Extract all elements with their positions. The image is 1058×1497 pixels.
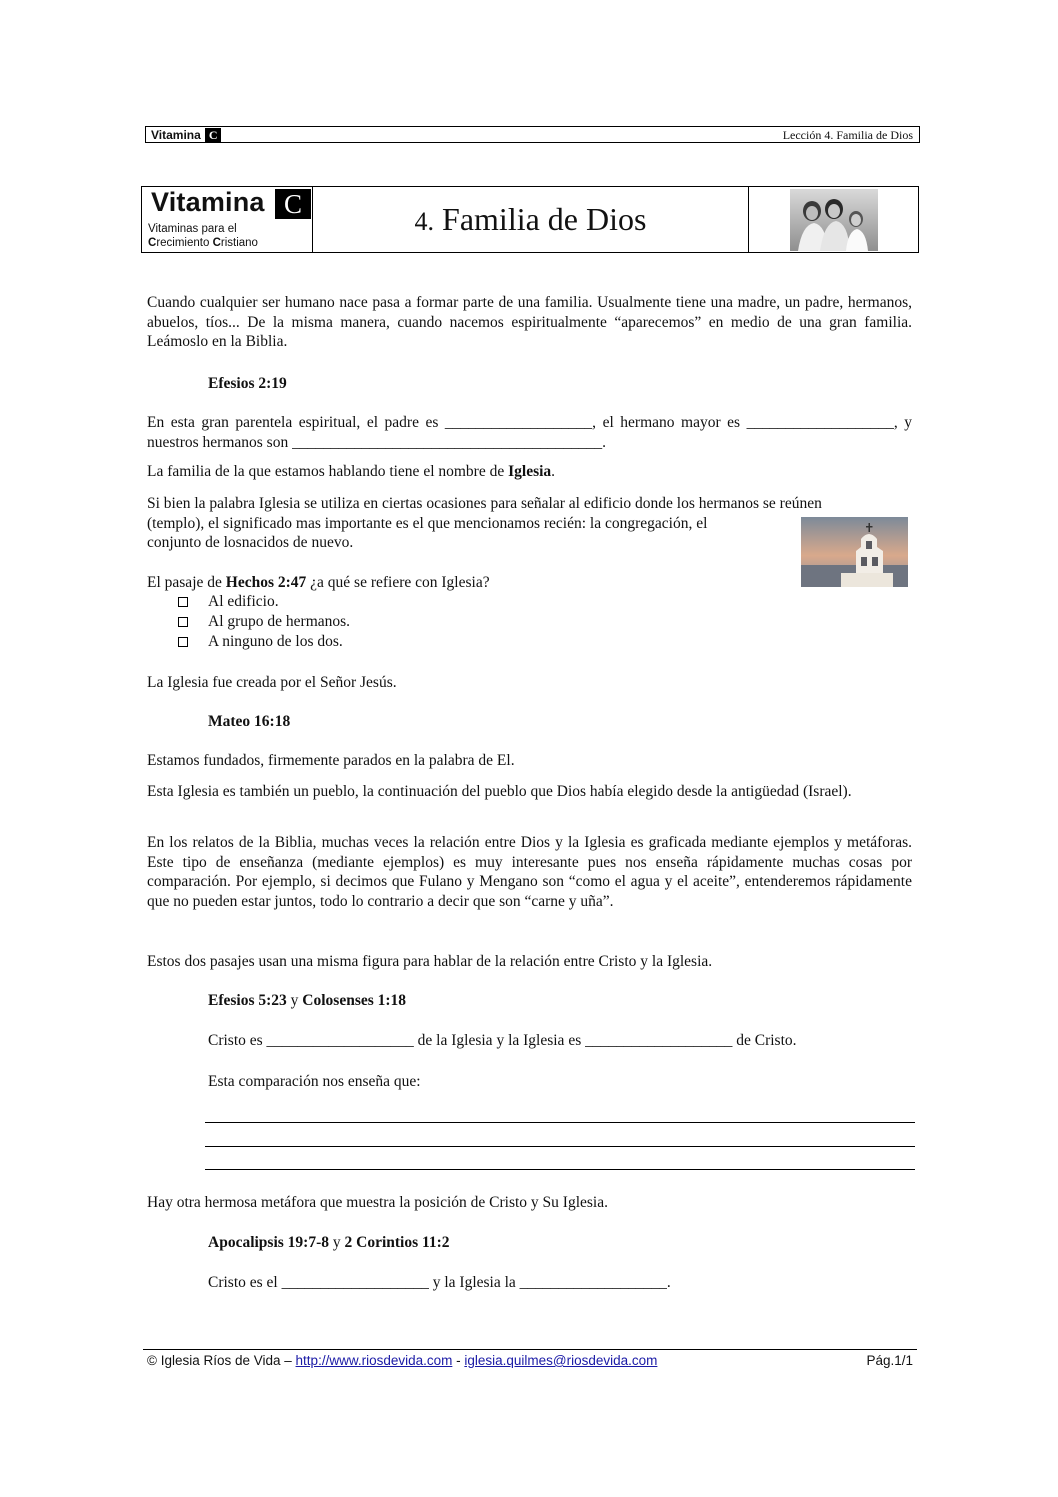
fill-in-family: En esta gran parentela espiritual, el padre es ___________________, el hermano mayor es ___________________, y nuestros hermanos son ________________________________________.	[147, 414, 912, 451]
running-header-lesson: Lección 4. Familia de Dios	[782, 128, 913, 142]
scripture-reference-apocalipsis-corintios: Apocalipsis 19:7-8 y 2 Corintios 11:2	[208, 1234, 450, 1251]
fill-in-bridegroom: Cristo es el ___________________ y la Iglesia la ___________________.	[208, 1274, 671, 1291]
meaning-line-2: (templo), el significado mas importante es el que mencionamos recién: la congregación, el	[147, 515, 708, 532]
footer-divider	[143, 1349, 917, 1350]
founded-paragraph: Estamos fundados, firmemente parados en la palabra de El.	[147, 752, 515, 769]
running-header	[145, 126, 920, 143]
church-name-paragraph: La familia de la que estamos hablando tiene el nombre de Iglesia.	[147, 463, 556, 480]
answer-option[interactable]: Al edificio.	[178, 592, 350, 612]
footer-copyright: © Iglesia Ríos de Vida –	[147, 1353, 296, 1368]
answer-options	[178, 592, 350, 652]
brand-cell	[142, 187, 313, 252]
checkbox-icon[interactable]	[178, 617, 188, 627]
comparison-prompt: Esta comparación nos enseña que:	[208, 1073, 421, 1090]
title-box	[141, 186, 919, 253]
family-photo	[790, 189, 878, 251]
footer-email-link[interactable]: iglesia.quilmes@riosdevida.com	[464, 1353, 658, 1368]
page-title: 4. Familia de Dios	[414, 201, 647, 237]
another-metaphor-paragraph: Hay otra hermosa metáfora que muestra la posición de Cristo y Su Iglesia.	[147, 1194, 608, 1211]
two-passages-paragraph: Estos dos pasajes usan una misma figura para hablar de la relación entre Cristo y la Iglesia.	[147, 953, 713, 970]
page-number: Pág.1/1	[866, 1353, 913, 1368]
brand-subtitle: Vitaminas para el Crecimiento Cristiano	[148, 223, 258, 249]
footer-website-link[interactable]: http://www.riosdevida.com	[295, 1353, 453, 1368]
question-paragraph: El pasaje de Hechos 2:47 ¿a qué se refiere con Iglesia?	[147, 574, 490, 591]
page-footer: © Iglesia Ríos de Vida – http://www.riosdevida.com - iglesia.quilmes@riosdevida.com Pág.1/1	[147, 1353, 913, 1368]
intro-paragraph: Cuando cualquier ser humano nace pasa a formar parte de una familia. Usualmente tiene una madre, un padre, hermanos, abuelos, tíos... De la misma manera, cuando nacemos espiritualmente “aparecemos” en medio de una gran familia. Leámoslo en la Biblia.	[147, 294, 912, 350]
running-header-brand: Vitamina C	[151, 128, 221, 142]
meaning-line-1: Si bien la palabra Iglesia se utiliza en ciertas ocasiones para señalar al edificio donde los hermanos se reúnen	[147, 495, 822, 512]
scripture-reference-efesios-colosenses: Efesios 5:23 y Colosenses 1:18	[208, 992, 407, 1009]
people-paragraph: Esta Iglesia es también un pueblo, la continuación del pueblo que Dios había elegido desde la antigüedad (Israel).	[147, 783, 852, 800]
photo-cell	[749, 187, 918, 252]
metaphors-paragraph: En los relatos de la Biblia, muchas veces la relación entre Dios y la Iglesia es graficada mediante ejemplos y metáforas. Este tipo de enseñanza (mediante ejemplos) es muy interesante pues nos enseña rápidamente muchas cosas por comparación. Por ejemplo, si decimos que Fulano y Mengano son “como el agua y el aceite”, entenderemos rápidamente que no pueden estar juntos, todo lo contrario a decir que son “carne y uña”.	[147, 834, 912, 910]
checkbox-icon[interactable]	[178, 637, 188, 647]
created-paragraph: La Iglesia fue creada por el Señor Jesús.	[147, 674, 397, 691]
fill-in-head-body: Cristo es ___________________ de la Iglesia y la Iglesia es ___________________ de Cristo.	[208, 1032, 797, 1049]
title-cell	[313, 187, 749, 252]
running-header-brand-letter: C	[205, 128, 222, 142]
answer-option[interactable]: A ninguno de los dos.	[178, 632, 350, 652]
meaning-line-3: conjunto de losnacidos de nuevo.	[147, 534, 354, 551]
answer-line[interactable]	[205, 1146, 915, 1147]
scripture-reference-efesios-2-19: Efesios 2:19	[208, 375, 287, 392]
checkbox-icon[interactable]	[178, 597, 188, 607]
scripture-reference-mateo-16-18: Mateo 16:18	[208, 713, 291, 730]
answer-line[interactable]	[205, 1169, 915, 1170]
brand-logo-letter: C	[275, 189, 311, 219]
answer-option[interactable]: Al grupo de hermanos.	[178, 612, 350, 632]
brand-logo-text: Vitamina	[151, 187, 265, 217]
answer-line[interactable]	[205, 1122, 915, 1123]
